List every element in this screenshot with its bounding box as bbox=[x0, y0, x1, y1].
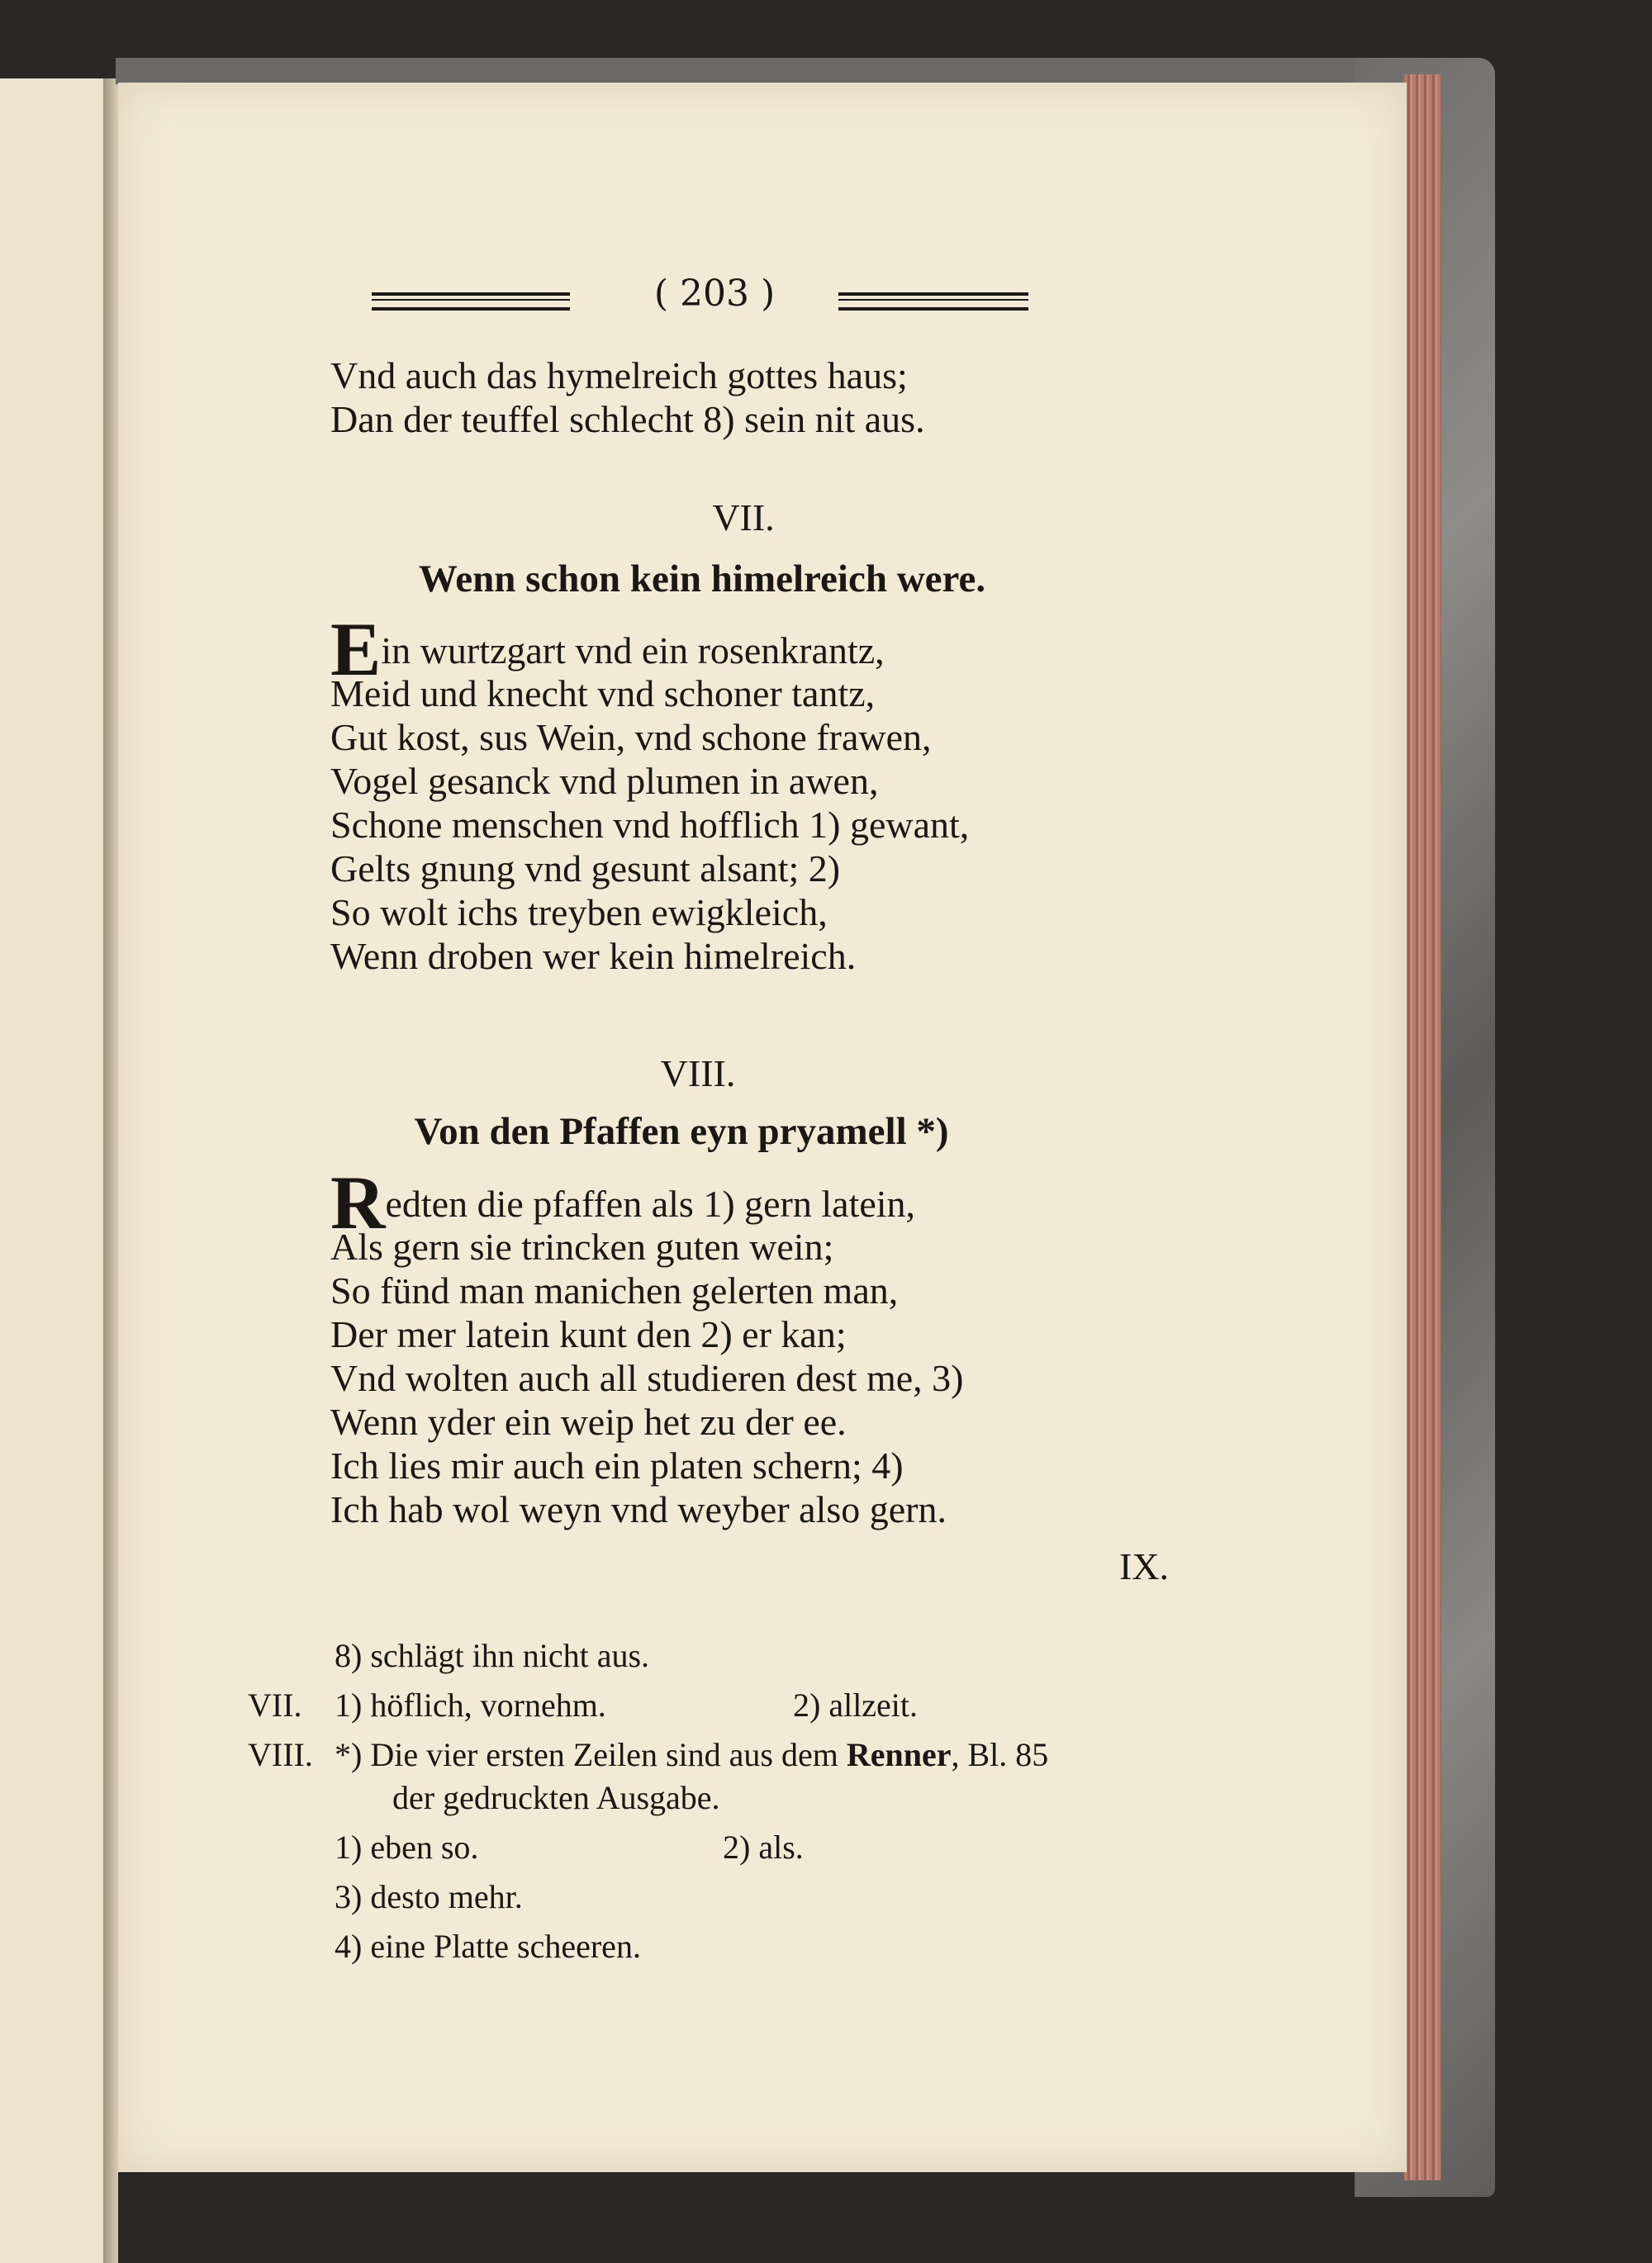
verse-line: Als gern sie trincken guten wein; bbox=[330, 1226, 834, 1268]
verse-line: Schone menschen vnd hofflich 1) gewant, bbox=[330, 804, 970, 846]
footnote bbox=[248, 1922, 1222, 1971]
footnote bbox=[248, 1730, 1222, 1773]
work-title: Renner bbox=[846, 1736, 952, 1773]
footnote-text: 4) eine Platte scheeren. bbox=[335, 1928, 641, 1965]
verse-line: Vogel gesanck vnd plumen in awen, bbox=[330, 760, 879, 802]
initial-letter: E bbox=[330, 607, 382, 691]
verse-line: So wolt ichs treyben ewigkleich, bbox=[330, 891, 828, 933]
verse-line: Ein wurtzgart vnd ein rosenkrantz, bbox=[330, 607, 885, 691]
footnote bbox=[248, 1773, 1222, 1823]
facing-page-edge bbox=[0, 78, 107, 2263]
continued-verse bbox=[330, 353, 925, 441]
footnote-text: 2) als. bbox=[723, 1829, 804, 1866]
cover-board-top bbox=[116, 58, 1437, 84]
header-rule-left bbox=[372, 292, 570, 311]
footnote-text: 2) allzeit. bbox=[793, 1687, 919, 1724]
footnote-section-label: VII. bbox=[248, 1687, 302, 1724]
book-gutter bbox=[103, 78, 118, 2263]
footnotes bbox=[248, 1631, 1222, 1971]
section-numeral: VIII. bbox=[660, 1052, 736, 1094]
footnote bbox=[248, 1631, 1222, 1681]
footnote bbox=[248, 1681, 1222, 1730]
verse-line: Wenn yder ein weip het zu der ee. bbox=[330, 1401, 847, 1443]
footnote-section-label: VIII. bbox=[248, 1736, 313, 1773]
verse-line: Vnd wolten auch all studieren dest me, 3) bbox=[330, 1357, 964, 1399]
footnote-text: 1) eben so. bbox=[335, 1829, 479, 1866]
initial-letter: R bbox=[330, 1160, 386, 1245]
catchword: IX. bbox=[1119, 1545, 1170, 1587]
footnote-text: der gedruckten Ausgabe. bbox=[392, 1779, 720, 1816]
verse-line: Der mer latein kunt den 2) er kan; bbox=[330, 1313, 847, 1355]
footnote bbox=[248, 1872, 1222, 1922]
verse-line: Gelts gnung vnd gesunt alsant; 2) bbox=[330, 847, 841, 890]
section-numeral: VII. bbox=[712, 496, 775, 538]
page-header bbox=[372, 273, 1032, 322]
footnote-text: 8) schlägt ihn nicht aus. bbox=[335, 1637, 650, 1674]
verse-line: Vnd auch das hymelreich gottes haus; bbox=[330, 354, 908, 396]
verse-line: Meid und knecht vnd schoner tantz, bbox=[330, 672, 876, 714]
page-edges bbox=[1404, 74, 1441, 2180]
footnote-text: *) Die vier ersten Zeilen sind aus dem Renner, Bl. 85 bbox=[335, 1736, 1049, 1773]
section-title: Wenn schon kein himelreich were. bbox=[418, 557, 986, 600]
footnote bbox=[248, 1823, 1222, 1872]
section-title: Von den Pfaffen eyn pryamell *) bbox=[414, 1110, 949, 1153]
poem-viii bbox=[330, 1160, 964, 1531]
verse-line: Wenn droben wer kein himelreich. bbox=[330, 935, 857, 977]
poem-vii bbox=[330, 607, 970, 978]
header-rule-right bbox=[838, 292, 1028, 311]
footnote-text: 1) höflich, vornehm. bbox=[335, 1687, 606, 1724]
verse-line: Ich lies mir auch ein platen schern; 4) bbox=[330, 1445, 904, 1487]
verse-line: Dan der teuffel schlecht 8) sein nit aus. bbox=[330, 398, 925, 440]
page-number: ( 203 ) bbox=[653, 273, 776, 315]
verse-line: Redten die pfaffen als 1) gern latein, bbox=[330, 1160, 916, 1245]
verse-line: Gut kost, sus Wein, vnd schone frawen, bbox=[330, 716, 932, 758]
verse-line: So fünd man manichen gelerten man, bbox=[330, 1269, 899, 1312]
footnote-text: 3) desto mehr. bbox=[335, 1878, 523, 1915]
verse-line: Ich hab wol weyn vnd weyber also gern. bbox=[330, 1488, 947, 1530]
